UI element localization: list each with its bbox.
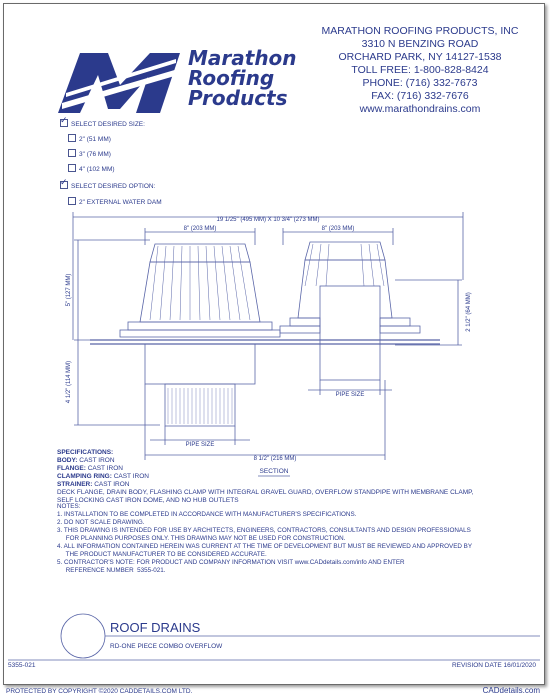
- dim-bottom-width: 8 1/2" (216 MM): [253, 456, 297, 462]
- spec-body-label: BODY:: [57, 457, 78, 464]
- size-header[interactable]: ✓SELECT DESIRED SIZE:: [60, 119, 145, 128]
- note-4a: 4. ALL INFORMATION CONTAINED HEREIN WAS CURRENT AT THE TIME OF DEVELOPMENT BUT MUST BE REVIEWED AND APPROVED BY: [57, 543, 473, 550]
- company-name: MARATHON ROOFING PRODUCTS, INC: [321, 25, 519, 37]
- notes: [57, 503, 472, 575]
- logo-line-1: Marathon: [188, 46, 297, 70]
- right-standpipe: [320, 286, 380, 380]
- specs-header: SPECIFICATIONS:: [57, 449, 114, 456]
- spec-flange-value: CAST IRON: [85, 465, 123, 472]
- drawing-title: ROOF DRAINS: [110, 620, 201, 635]
- note-2: 2. DO NOT SCALE DRAWING.: [57, 519, 145, 526]
- notes-header: NOTES:: [57, 503, 81, 510]
- left-flange: [120, 330, 280, 337]
- spec-clamp-label: CLAMPING RING:: [57, 473, 112, 480]
- right-dome-top: [305, 242, 385, 260]
- company-fax: FAX: (716) 332-7676: [371, 90, 469, 102]
- size-option-3in[interactable]: 3" (76 MM): [68, 149, 111, 158]
- section-label: SECTION: [259, 468, 289, 475]
- specifications: [57, 449, 473, 505]
- company-address-2: ORCHARD PARK, NY 14127-1538: [338, 51, 502, 63]
- option-water-dam[interactable]: 2" EXTERNAL WATER DAM: [68, 197, 162, 206]
- logo-line-3: Products: [188, 86, 288, 110]
- logo-line-2: Roofing: [188, 66, 275, 90]
- drawing-number: 5355-021: [8, 662, 36, 669]
- size-option-2in[interactable]: 2" (51 MM): [68, 134, 111, 143]
- spec-flange-label: FLANGE:: [57, 465, 86, 472]
- left-clamp-ring: [128, 322, 272, 330]
- revision-date: REVISION DATE 16/01/2020: [451, 662, 536, 669]
- spec-desc-1: DECK FLANGE, DRAIN BODY, FLASHING CLAMP WITH INTEGRAL GRAVEL GUARD, OVERFLOW STANDPIPE WITH MEMBRANE CLAMP,: [57, 489, 474, 496]
- dim-dome-left: 8" (203 MM): [183, 226, 217, 232]
- note-5a: 5. CONTRACTOR'S NOTE: FOR PRODUCT AND COMPANY INFORMATION VISIT www.CADdetails.com/info AND ENTER: [57, 559, 405, 566]
- note-1: 1. INSTALLATION TO BE COMPLETED IN ACCORDANCE WITH MANUFACTURER'S SPECIFICATIONS.: [57, 511, 357, 518]
- left-body: [145, 344, 255, 384]
- spec-strainer-value: CAST IRON: [92, 481, 130, 488]
- drawing-subtitle: RD-ONE PIECE COMBO OVERFLOW: [110, 643, 223, 650]
- caddetails-link[interactable]: CADdetails.com: [482, 686, 540, 695]
- dim-pipe-left: PIPE SIZE: [185, 442, 215, 448]
- spec-desc-2: SELF LOCKING CAST IRON DOME, AND NO HUB OUTLETS: [57, 497, 239, 504]
- dim-height-right: 2 1/2" (64 MM): [466, 292, 472, 332]
- dim-pipe-right: PIPE SIZE: [335, 392, 365, 398]
- note-4b: THE PRODUCT MANUFACTURER TO BE CONSIDERED ACCURATE.: [57, 551, 267, 558]
- title-circle: [61, 614, 105, 658]
- company-address-1: 3310 N BENZING ROAD: [361, 38, 479, 50]
- company-phone: PHONE: (716) 332-7673: [362, 77, 478, 89]
- note-5b: REFERENCE NUMBER 5355-021.: [57, 567, 166, 574]
- dim-overall: 19 1/25" (495 MM) X 10 3/4" (273 MM): [216, 217, 320, 223]
- spec-strainer-label: STRAINER:: [57, 481, 93, 488]
- dim-height-below: 4 1/2" (114 MM): [66, 360, 72, 404]
- company-tollfree: TOLL FREE: 1-800-828-8424: [351, 64, 489, 76]
- note-3b: FOR PLANNING PURPOSES ONLY. THIS DRAWING MAY NOT BE USED FOR CONSTRUCTION.: [57, 535, 346, 542]
- copyright-notice: PROTECTED BY COPYRIGHT ©2020 CADDETAILS.COM LTD.: [6, 688, 193, 695]
- note-3a: 3. THIS DRAWING IS INTENDED FOR USE BY ARCHITECTS, ENGINEERS, CONTRACTORS, CONSULTANTS AND DESIGN PROFESSIONALS: [57, 527, 471, 534]
- size-option-4in[interactable]: 4" (102 MM): [68, 164, 115, 173]
- company-web-link[interactable]: www.marathondrains.com: [359, 103, 481, 115]
- spec-clamp-value: CAST IRON: [111, 473, 149, 480]
- spec-body-value: CAST IRON: [77, 457, 115, 464]
- option-header[interactable]: ✓SELECT DESIRED OPTION:: [60, 181, 155, 190]
- dim-height-left: 5" (127 MM): [66, 273, 72, 307]
- dim-dome-right: 8" (203 MM): [321, 226, 355, 232]
